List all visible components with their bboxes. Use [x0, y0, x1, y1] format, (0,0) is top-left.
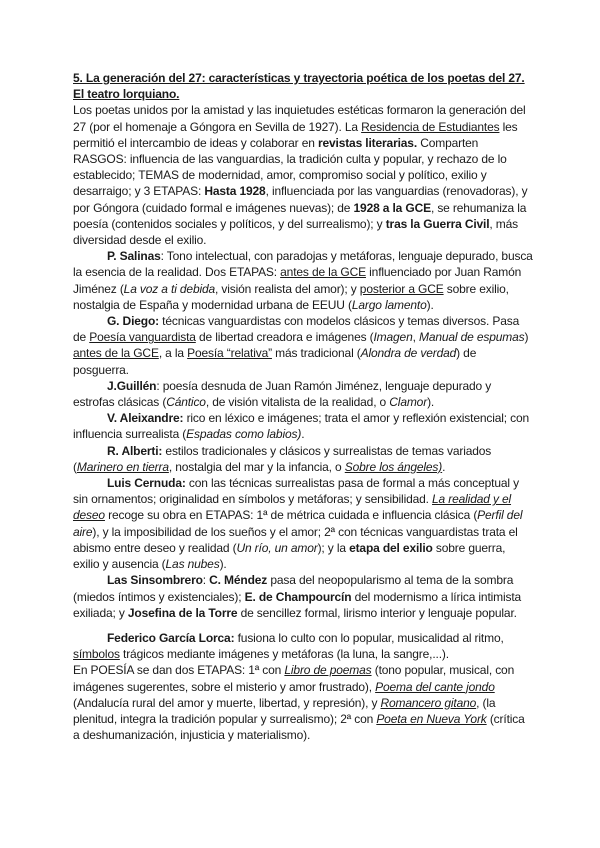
text-run: ); y la	[317, 540, 350, 555]
italic-text: La voz a ti debida	[123, 281, 216, 296]
text-run: sobre exilio, nostalgia de España y modernidad urbana de EEUU (	[73, 281, 509, 312]
text-run: con las técnicas surrealistas pasa de formal a más conceptual y sin ornamentos; originalidad en símbolos y metáforas; y sensibilidad.	[73, 476, 519, 507]
aleixandre-paragraph	[73, 410, 533, 442]
text-run: , de visión vitalista de la realidad, o	[205, 395, 390, 410]
underlined-text: Poesía vanguardista	[89, 330, 196, 345]
text-run: pasa del neopopularismo al tema de la sombra (miedos íntimos y existenciales);	[73, 573, 514, 604]
text-run: trágicos mediante imágenes y metáforas (la luna, la sangre,...).	[119, 647, 449, 662]
text-run: , visión realista del amor); y	[215, 281, 360, 296]
underlined-text: Marinero en tierra	[76, 459, 169, 474]
text-run: .	[442, 459, 446, 474]
text-run: :	[202, 573, 210, 588]
text-run: técnicas vanguardistas con modelos clásicos y temas diversos. Pasa de	[73, 314, 520, 345]
text-run: estilos tradicionales y clásicos y surrealistas de temas variados (	[73, 443, 492, 474]
italic-text: Las nubes	[165, 557, 220, 572]
underlined-text: Residencia de Estudiantes	[361, 119, 500, 134]
text-run: les permitió el intercambio de ideas y colaborar en	[73, 119, 518, 150]
text-run: : Tono intelectual, con paradojas y metáforas, lenguaje depurado, busca la esencia de la realidad. Dos ETAPAS:	[73, 249, 533, 280]
diego-paragraph	[73, 313, 533, 378]
bold-text: P. Salinas	[107, 249, 161, 264]
text-run: ,	[412, 330, 419, 345]
cernuda-paragraph	[73, 475, 533, 572]
text-run: : poesía desnuda de Juan Ramón Jiménez, lenguaje depurado y estrofas clásicas (	[73, 378, 492, 410]
text-run: Comparten RASGOS: influencia de las vanguardias, la tradición culta y popular, y rechazo de lo establecido; TEMAS de modernidad, amor, compromiso social y político, exilio y desarraigo; y 3 ETAPAS:	[73, 135, 507, 199]
underlined-text: antes de la GCE	[280, 265, 366, 280]
text-run: ) de posguerra.	[73, 346, 477, 377]
text-run: rico en léxico e imágenes; trata el amor y reflexión existencial; con influencia surrealista (	[73, 411, 530, 442]
text-run: ).	[426, 297, 434, 312]
bold-text: V. Aleixandre:	[107, 411, 184, 426]
bold-text: R. Alberti:	[107, 443, 163, 458]
text-run: recoge su obra en ETAPAS: 1ª de métrica cuidada e influencia clásica (	[104, 508, 478, 523]
text-run: )	[524, 330, 529, 345]
underlined-text: Romancero gitano	[380, 695, 477, 710]
sinsombrero-paragraph	[73, 572, 533, 621]
underlined-text: posterior a GCE	[359, 281, 444, 296]
text-run: , a la	[158, 346, 188, 361]
italic-text: Clamor	[389, 395, 428, 410]
italic-text: Un río, un amor	[236, 540, 318, 555]
italic-text: Espadas como labios)	[186, 427, 302, 442]
underlined-text: Libro de poemas	[284, 663, 372, 678]
text-run: (tono popular, musical, con imágenes sugerentes, sobre el misterio y amor frustrado),	[73, 663, 515, 694]
text-run: , más diversidad desde el exilio.	[73, 216, 519, 248]
text-run: .	[301, 427, 305, 442]
bold-text: Federico García Lorca:	[107, 630, 235, 645]
lorca-poetry-paragraph	[73, 662, 533, 743]
text-run: más tradicional (	[271, 346, 361, 361]
bold-text: revistas literarias.	[317, 135, 418, 150]
italic-text: Alondra de verdad	[360, 346, 457, 361]
intro-paragraph	[73, 102, 533, 248]
text-run: de sencillez formal, lirismo interior y lenguaje popular.	[237, 605, 517, 620]
lorca-paragraph	[73, 630, 533, 662]
underlined-text: antes de la GCE	[73, 346, 159, 361]
italic-text: Cántico	[166, 395, 206, 410]
text-run: sobre guerra, exilio y ausencia (	[73, 540, 506, 572]
bold-text: C. Méndez	[209, 573, 268, 588]
text-run: , nostalgia del mar y la infancia, o	[168, 459, 345, 474]
bold-text: Luis Cernuda:	[107, 476, 186, 491]
bold-text: Hasta 1928	[204, 184, 266, 199]
text-run: En POESÍA se dan dos ETAPAS: 1ª con	[73, 663, 285, 678]
underlined-text: Poeta en Nueva York	[376, 711, 487, 726]
bold-text: 1928 a la GCE	[353, 200, 431, 215]
text-run: ).	[219, 557, 227, 572]
text-run: , influenciada por las vanguardias (renovadoras), y por Góngora (cuidado formal e imágenes nuevas); de	[73, 184, 528, 215]
text-run: ), y la imposibilidad de los sueños y el amor; 2ª con técnicas vanguardistas trata el abismo entre deseo y realidad (	[73, 524, 518, 555]
italic-text: Imagen	[373, 330, 413, 345]
italic-text: Perfil del aire	[73, 508, 523, 539]
bold-text: Las Sinsombrero	[107, 573, 203, 588]
document-page	[73, 70, 533, 743]
alberti-paragraph	[73, 443, 533, 475]
underlined-text: Sobre los ángeles)	[344, 459, 443, 474]
underlined-text: Poema del cante jondo	[375, 679, 495, 694]
guillen-paragraph	[73, 378, 533, 410]
section-heading: 5. La generación del 27: características y trayectoria poética de los poetas del 27. El teatro lorquiano.	[73, 71, 525, 102]
italic-text: Largo lamento	[351, 297, 427, 312]
bold-text: G. Diego:	[107, 314, 159, 329]
italic-text: Manual de espumas	[418, 330, 525, 345]
bold-text: E. de Champourcín	[244, 589, 352, 604]
bold-text: J.Guillén	[107, 378, 157, 393]
text-run: ).	[427, 395, 435, 410]
underlined-text: La realidad y el deseo	[73, 492, 512, 523]
text-run: , (la plenitud, integra la tradición popular y surrealismo); 2ª con	[73, 695, 496, 726]
text-run: , se rehumaniza la poesía (contenidos sociales y políticos, y del surrealismo); y	[73, 200, 527, 231]
bold-text: tras la Guerra Civil	[385, 216, 490, 231]
text-run: del modernismo a lírica intimista exiliada; y	[73, 589, 522, 620]
underlined-text: Poesía “relativa”	[187, 346, 272, 361]
underlined-text: símbolos	[73, 647, 120, 662]
bold-text: Josefina de la Torre	[127, 605, 238, 620]
text-run: fusiona lo culto con lo popular, musicalidad al ritmo,	[234, 630, 504, 645]
text-run: (Andalucía rural del amor y muerte, libertad, y represión), y	[73, 695, 381, 710]
text-run: (crítica a deshumanización, injusticia y materialismo).	[73, 711, 525, 743]
salinas-paragraph	[73, 248, 533, 313]
text-run: de libertad creadora e imágenes (	[195, 330, 374, 345]
bold-text: etapa del exilio	[349, 540, 433, 555]
text-run: influenciado por Juan Ramón Jiménez (	[73, 265, 522, 296]
text-run: Los poetas unidos por la amistad y las inquietudes estéticas formaron la generación del 27 (por el homenaje a Góngora en Sevilla de 1927). La	[73, 103, 526, 134]
